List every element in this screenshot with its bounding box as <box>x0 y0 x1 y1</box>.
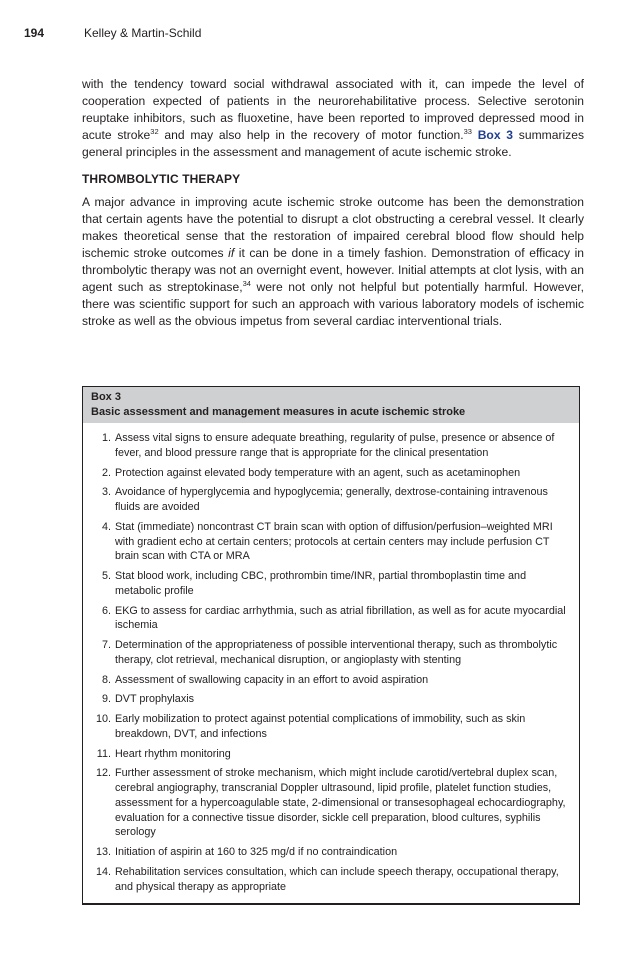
item-number: 8. <box>101 673 111 686</box>
box-title: Basic assessment and management measures in acute ischemic stroke <box>91 406 466 418</box>
box-list <box>83 423 579 903</box>
item-number: 11. <box>96 747 111 760</box>
intro-text-3: summarizes general principles in the assessment and management of acute ischemic stroke. <box>82 128 584 159</box>
emphasis-if: if <box>228 246 235 260</box>
item-text: Stat blood work, including CBC, prothrombin time/INR, partial thromboplastin time and metabolic profile <box>115 570 527 597</box>
item-text: Assess vital signs to ensure adequate breathing, regularity of pulse, presence or absence of fever, and blood pressure range that is appropriate for the clinical presentation <box>115 432 555 459</box>
thrombolytic-paragraph <box>82 194 584 330</box>
intro-text-2: and may also help in the recovery of motor function. <box>158 128 464 142</box>
page-number: 194 <box>24 26 45 40</box>
item-number: 12. <box>95 767 111 780</box>
list-item <box>89 673 571 688</box>
item-number: 10. <box>95 713 111 726</box>
item-number: 4. <box>101 520 111 533</box>
item-number: 13. <box>95 846 111 858</box>
box-3-link[interactable]: Box 3 <box>477 128 514 142</box>
item-number: 14. <box>95 865 111 878</box>
item-number: 6. <box>101 604 111 617</box>
list-item <box>89 865 571 894</box>
list-item <box>89 485 571 514</box>
intro-text-1: with the tendency toward social withdrawal associated with it, can impede the level of cooperation expected of patients in the neurorehabilitative process. Selective serotonin reuptake inhibitors, such as fluoxetine, have been reported to improved depressed mood in acute stroke <box>82 77 584 142</box>
box-label: Box 3 <box>91 391 121 403</box>
item-text: Stat (immediate) noncontrast CT brain scan with option of diffusion/perfusion–weighted MRI with gradient echo at certain centers; protocols at certain centers may include perfusion CT brain scan with CTA or MRA <box>115 520 553 563</box>
list-item <box>89 604 571 633</box>
list-item <box>89 569 571 598</box>
item-text: Rehabilitation services consultation, which can include speech therapy, occupational therapy, and physical therapy as appropriate <box>115 865 559 893</box>
item-text: Avoidance of hyperglycemia and hypoglycemia; generally, dextrose-containing intravenous fluids are avoided <box>115 486 548 513</box>
item-text: EKG to assess for cardiac arrhythmia, such as atrial fibrillation, as well as for acute myocardial ischemia <box>115 604 566 632</box>
item-text: Initiation of aspirin at 160 to 325 mg/d if no contraindication <box>115 846 398 858</box>
running-head: Kelley & Martin-Schild <box>84 26 202 40</box>
main-content <box>82 76 584 330</box>
list-item <box>89 712 571 741</box>
item-number: 3. <box>101 486 111 499</box>
intro-paragraph <box>82 76 584 161</box>
item-number: 7. <box>101 639 111 651</box>
section-heading-thrombolytic-therapy: THROMBOLYTIC THERAPY <box>82 172 241 186</box>
item-number: 2. <box>101 466 111 479</box>
list-item <box>89 638 571 667</box>
item-text: DVT prophylaxis <box>115 693 195 706</box>
list-item <box>89 766 571 840</box>
citation-34[interactable]: 34 <box>242 278 251 288</box>
item-text: Assessment of swallowing capacity in an effort to avoid aspiration <box>115 673 429 686</box>
item-text: Heart rhythm monitoring <box>115 747 231 760</box>
list-item <box>89 520 571 564</box>
item-text: Protection against elevated body temperature with an agent, such as acetaminophen <box>115 466 521 479</box>
item-number: 1. <box>101 432 111 444</box>
list-item <box>89 845 571 860</box>
section-text-1: A major advance in improving acute ischemic stroke outcome has been the demonstration that certain agents have the potential to disrupt a clot obstructing a cerebral vessel. It clearly makes theoretical sense that the restoration of impaired cerebral blood flow should help ischemic stroke outcomes <box>82 195 584 260</box>
section-text-2: it can be done in a timely fashion. Demonstration of efficacy in thrombolytic therapy was not an overnight event, however. Initial attempts at clot lysis, with an agent such as streptokinase, <box>82 246 584 294</box>
item-text: Further assessment of stroke mechanism, which might include carotid/vertebral duplex scan, cerebral angiography, transcranial Doppler ultrasound, lipid profile, platelet function studies, assessment for a hypercoagulable state, 2-dimensional or transesophageal echocardiography, evaluation for a connective tissue disorder, sickle cell preparation, blood cultures, syphilis serology <box>115 767 566 839</box>
citation-33[interactable]: 33 <box>463 126 472 136</box>
list-item <box>89 466 571 481</box>
item-text: Early mobilization to protect against potential complications of immobility, such as skin breakdown, DVT, and infections <box>115 713 526 740</box>
list-item <box>89 747 571 762</box>
list-item <box>89 692 571 707</box>
section-text-3: were not only not helpful but potentially harmful. However, there was scientific support for such an approach with various laboratory models of ischemic stroke as well as the obvious impetus from several cardiac interventional trials. <box>82 280 584 328</box>
item-text: Determination of the appropriateness of possible interventional therapy, such as thrombolytic therapy, clot retrieval, mechanical disruption, or angioplasty with stenting <box>115 639 558 666</box>
box-3 <box>82 386 580 905</box>
item-number: 9. <box>101 693 111 706</box>
list-item <box>89 431 571 460</box>
citation-32[interactable]: 32 <box>150 126 159 136</box>
item-number: 5. <box>101 570 111 582</box>
box-header <box>83 387 579 423</box>
